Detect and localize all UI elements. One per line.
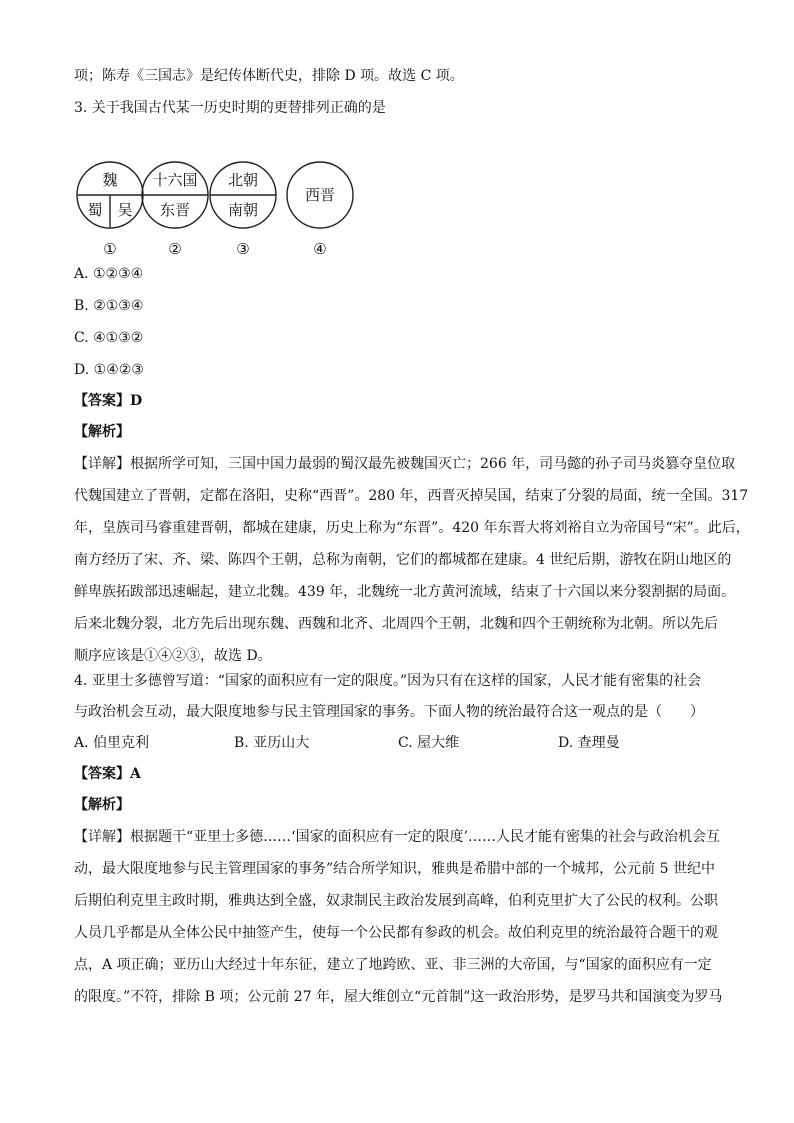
label-northern-dynasties: 北朝 bbox=[227, 171, 259, 189]
option-a: A. ①②③④ bbox=[74, 266, 144, 282]
question-4-choices bbox=[74, 734, 734, 752]
circle-number-3: ③ bbox=[236, 240, 250, 258]
option-c: C. ④①③② bbox=[74, 330, 144, 346]
choice-c: C. 屋大维 bbox=[398, 735, 460, 751]
label-sixteen-kingdoms: 十六国 bbox=[152, 171, 198, 189]
label-shu: 蜀 bbox=[87, 201, 103, 219]
circle-number-2: ② bbox=[168, 240, 182, 258]
circle-number-4: ④ bbox=[313, 240, 327, 258]
question-4: 4. 亚里士多德曾写道：“国家的面积应有一定的限度。”因为只有在这样的国家，人民才能有密集的社会 bbox=[74, 673, 702, 689]
choice-b: B. 亚历山大 bbox=[234, 735, 310, 751]
option-d: D. ①④②③ bbox=[74, 362, 144, 378]
analysis-4-line: 后期伯利克里主政时期，雅典达到全盛，奴隶制民主政治发展到高峰，伯利克里扩大了公民的权利。公职 bbox=[74, 893, 718, 909]
circle-number-1: ① bbox=[103, 240, 117, 258]
label-western-jin: 西晋 bbox=[304, 186, 336, 204]
label-southern-dynasties: 南朝 bbox=[227, 201, 259, 219]
label-wei: 魏 bbox=[102, 171, 118, 189]
analysis-3-line: 鲜卑族拓跋部迅速崛起，建立北魏。439 年，北魏统一北方黄河流域，结束了十六国以来分裂割据的局面。 bbox=[74, 584, 736, 600]
analysis-header-4: 【解析】 bbox=[74, 797, 130, 813]
question-3: 3. 关于我国古代某一历史时期的更替排列正确的是 bbox=[74, 100, 386, 116]
analysis-header-3: 【解析】 bbox=[74, 424, 130, 440]
analysis-3-line: 代魏国建立了晋朝，定都在洛阳，史称“西晋”。280 年，西晋灭掉吴国，结束了分裂的局面，统一全国。317 bbox=[74, 488, 749, 504]
dynasty-diagram bbox=[70, 155, 370, 260]
label-wu: 吴 bbox=[117, 201, 133, 219]
option-b: B. ②①③④ bbox=[74, 298, 144, 314]
analysis-3-line: 后来北魏分裂，北方先后出现东魏、西魏和北齐、北周四个王朝，北魏和四个王朝统称为北朝。所以先后 bbox=[74, 616, 718, 632]
analysis-4-line: 人员几乎都是从全体公民中抽签产生，使每一个公民都有参政的机会。故伯利克里的统治最符合题干的观 bbox=[74, 925, 718, 941]
analysis-4-line: 动，最大限度地参与民主管理国家的事务”结合所学知识，雅典是希腊中部的一个城邦，公元前 5 世纪中 bbox=[74, 861, 715, 877]
choice-a: A. 伯里克利 bbox=[74, 735, 150, 751]
answer-4: 【答案】A bbox=[74, 766, 141, 782]
analysis-3-line: 南方经历了宋、齐、梁、陈四个王朝，总称为南朝，它们的都城都在建康。4 世纪后期，游牧在阴山地区的 bbox=[74, 552, 732, 568]
analysis-3-line: 年，皇族司马睿重建晋朝，都城在建康，历史上称为“东晋”。420 年东晋大将刘裕自立为帝国号“宋”。此后， bbox=[74, 520, 750, 536]
analysis-3-line: 顺序应该是①④②③，故选 D。 bbox=[74, 648, 272, 664]
label-eastern-jin: 东晋 bbox=[159, 201, 191, 219]
analysis-4-line: 【详解】根据题干“亚里士多德……‘国家的面积应有一定的限度’……人民才能有密集的社会与政治机会互 bbox=[74, 829, 721, 845]
analysis-4-line: 点，A 项正确；亚历山大经过十年东征，建立了地跨欧、亚、非三洲的大帝国，与“国家的面积应有一定 bbox=[74, 957, 712, 973]
text-line: 项；陈寿《三国志》是纪传体断代史，排除 D 项。故选 C 项。 bbox=[74, 68, 464, 84]
analysis-4-line: 的限度。”不符，排除 B 项；公元前 27 年，屋大维创立“元首制”这一政治形势，是罗马共和国演变为罗马 bbox=[74, 989, 723, 1005]
analysis-3-line: 【详解】根据所学可知，三国中国力最弱的蜀汉最先被魏国灭亡；266 年，司马懿的孙子司马炎篡夺皇位取 bbox=[74, 456, 736, 472]
answer-3: 【答案】D bbox=[74, 393, 143, 409]
question-4: 与政治机会互动，最大限度地参与民主管理国家的事务。下面人物的统治最符合这一观点的是（ ） bbox=[74, 704, 704, 720]
choice-d: D. 查理曼 bbox=[558, 735, 620, 751]
